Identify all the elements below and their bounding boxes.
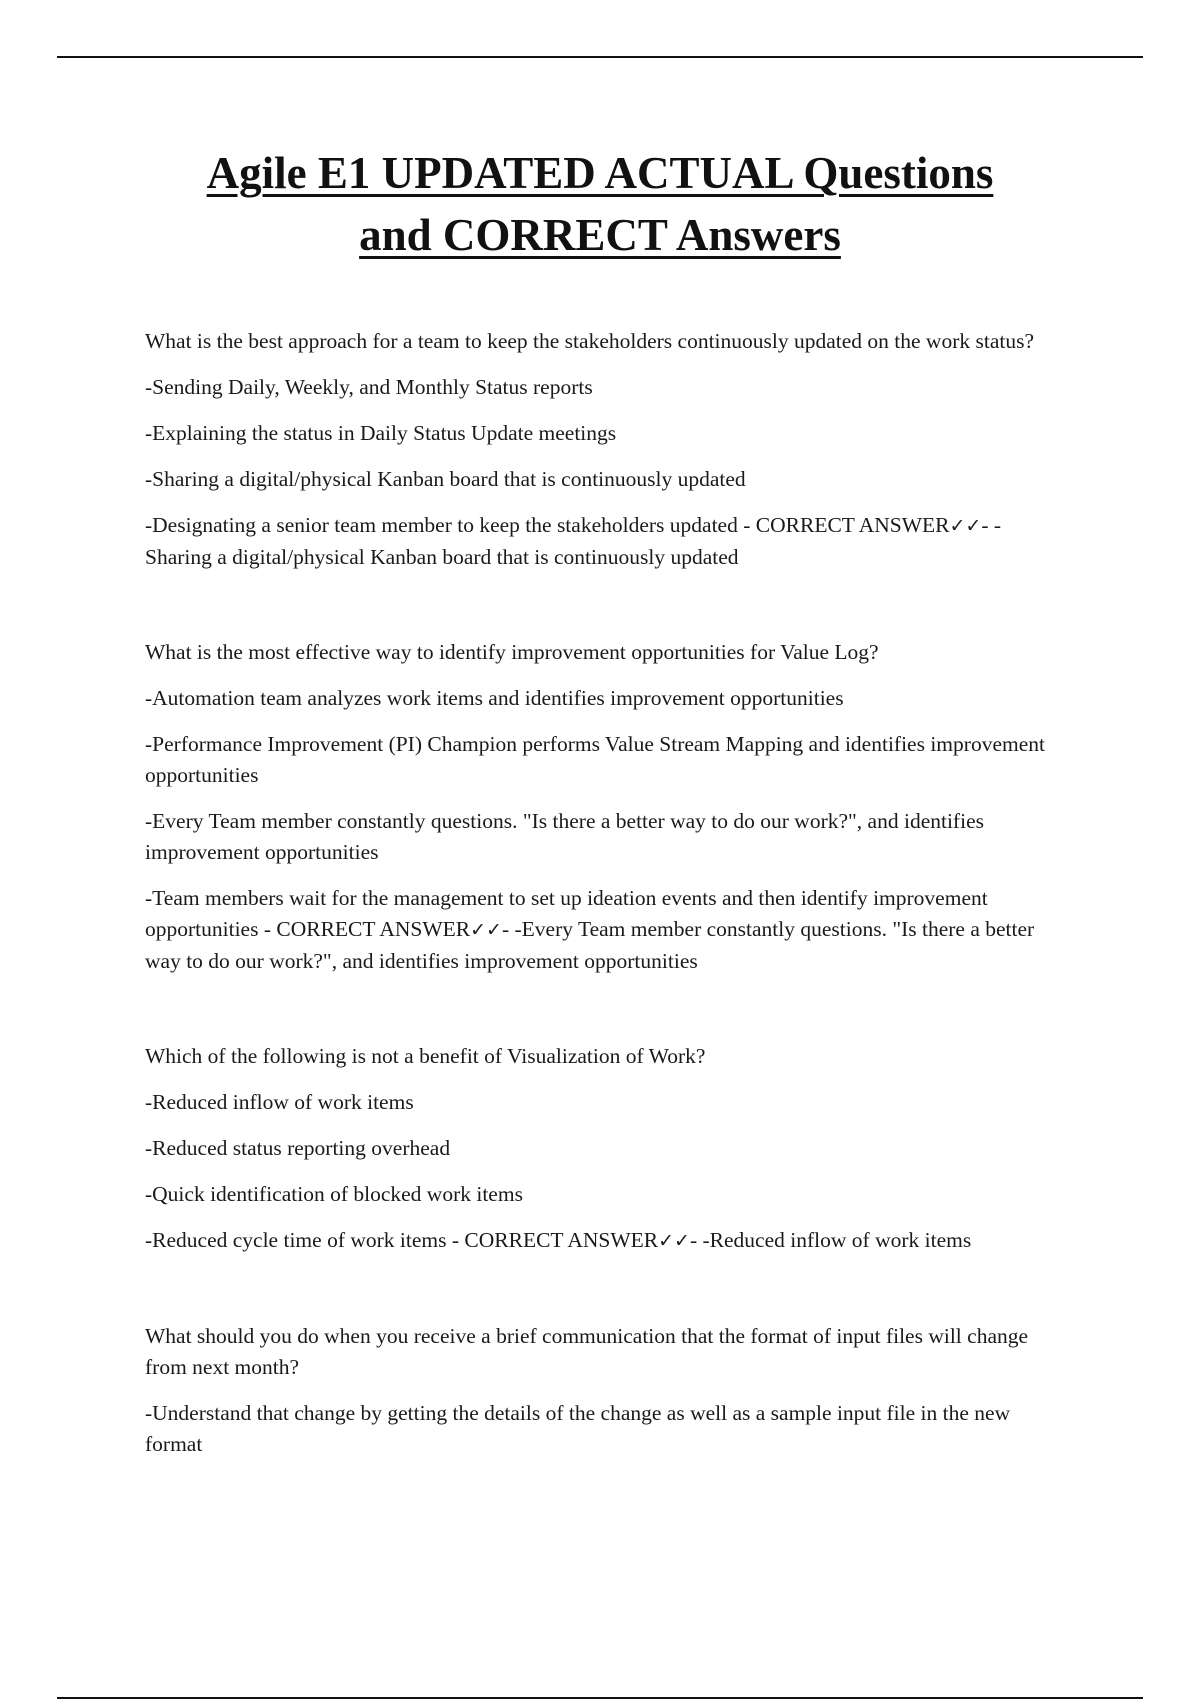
document-body [145,326,1045,1524]
correct-answer-text: - -Reduced inflow of work items [689,1228,972,1252]
answer-option: -Sending Daily, Weekly, and Monthly Status reports [145,375,593,399]
question-block-4 [145,1321,1045,1460]
check-mark-icon: ✓✓ [470,919,502,941]
question-text: What should you do when you receive a brief communication that the format of input files will change from next month? [145,1324,1029,1379]
answer-option-with-correct-answer [145,883,1045,977]
answer-option-text: -Team members wait for the management to set up ideation events and then identify improvement opportunities - [145,886,988,941]
question-block-3 [145,1041,1045,1257]
answer-option: -Sharing a digital/physical Kanban board that is continuously updated [145,467,746,491]
check-mark-icon: ✓✓ [949,515,982,537]
correct-answer-label: CORRECT ANSWER [755,513,950,537]
answer-option: -Quick identification of blocked work items [145,1182,523,1206]
answer-option-with-correct-answer [145,510,1045,573]
answer-option: -Every Team member constantly questions. "Is there a better way to do our work?", and identifies improvement opportunities [145,809,984,864]
document-title [0,142,1200,266]
question-text: What is the best approach for a team to keep the stakeholders continuously updated on the work status? [145,329,1035,353]
answer-option: -Performance Improvement (PI) Champion performs Value Stream Mapping and identifies improvement opportunities [145,732,1045,787]
answer-option-with-correct-answer [145,1225,1045,1257]
question-text: Which of the following is not a benefit of Visualization of Work? [145,1044,706,1068]
answer-option: -Understand that change by getting the details of the change as well as a sample input file in the new format [145,1401,1011,1456]
check-mark-icon: ✓✓ [658,1230,690,1252]
answer-option-text: -Reduced cycle time of work items - [145,1228,465,1252]
question-block-2 [145,637,1045,977]
title-line-2: and CORRECT Answers [359,210,841,260]
answer-option: -Automation team analyzes work items and identifies improvement opportunities [145,686,844,710]
correct-answer-text: - -Every Team member constantly questions. "Is there a better way to do our work?", and identifies improvement opportunities [145,917,1035,973]
answer-option: -Explaining the status in Daily Status Update meetings [145,421,617,445]
correct-answer-label: CORRECT ANSWER [276,917,471,941]
title-line-1: Agile E1 UPDATED ACTUAL Questions [206,148,994,198]
answer-option: -Reduced status reporting overhead [145,1136,451,1160]
answer-option: -Reduced inflow of work items [145,1090,414,1114]
correct-answer-label: CORRECT ANSWER [464,1228,659,1252]
bottom-rule [57,1697,1143,1699]
question-text: What is the most effective way to identify improvement opportunities for Value Log? [145,640,879,664]
correct-answer-text: - -Sharing a digital/physical Kanban board that is continuously updated [145,513,1002,569]
top-rule [57,56,1143,58]
answer-option-text: -Designating a senior team member to keep the stakeholders updated - [145,513,756,537]
question-block-1 [145,326,1045,573]
